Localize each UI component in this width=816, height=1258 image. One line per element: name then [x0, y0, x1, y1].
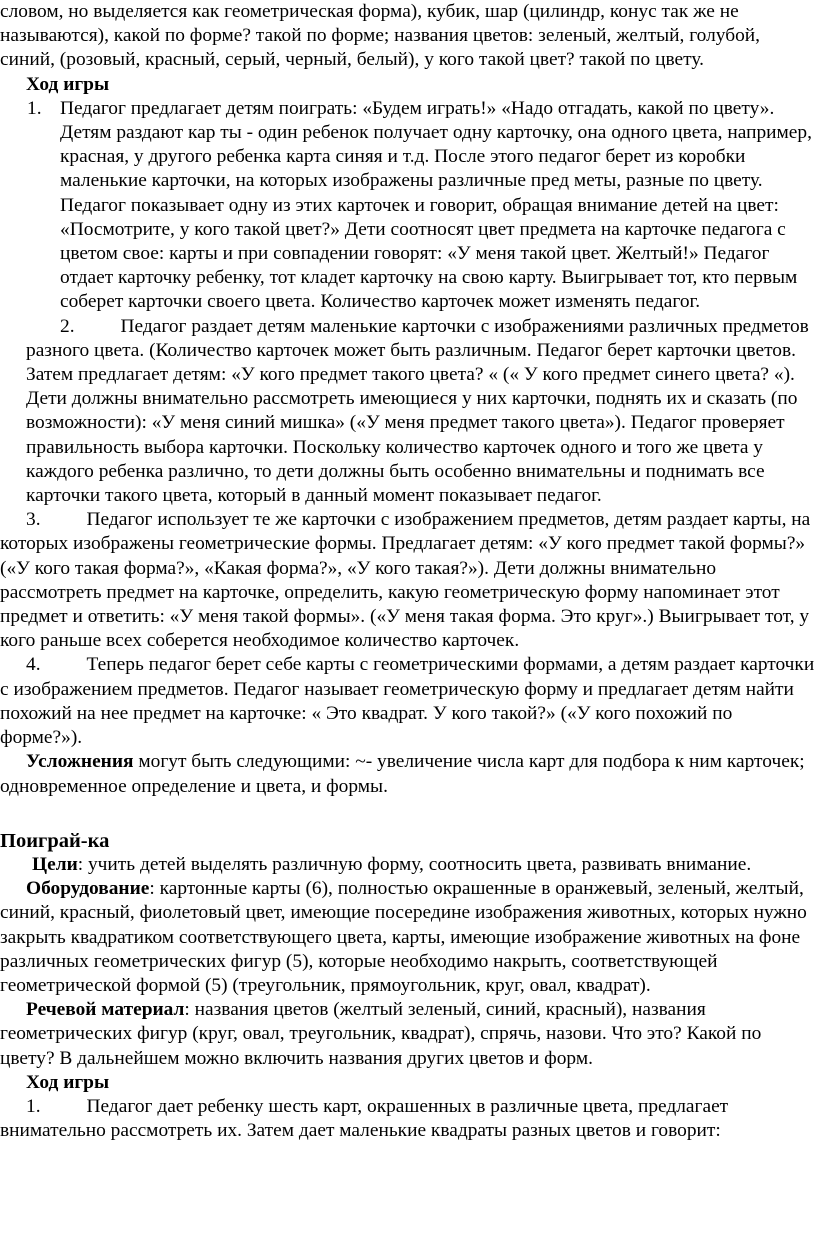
list-item-number: 3. — [26, 509, 41, 531]
section-heading-game2: Ход игры — [26, 1071, 110, 1093]
list-item — [0, 315, 816, 509]
goals-paragraph — [0, 853, 816, 877]
goals-text: : учить детей выделять различную форму, соотносить цвета, развивать внимание. — [77, 853, 752, 875]
list-item — [0, 508, 816, 653]
list-item-number: 2. — [60, 315, 75, 337]
equipment-text: : картонные карты (6), полностью окрашенные в оранжевый, зеленый, желтый, синий, красный, фиолетовый цвет, имеющие посередине изображения животных, которых нужно закрыть квадратиком соответствующего цвета, карты, имеющие изображение животных на фоне различных геометрических фигур (5), которые необходимо накрыть, соответствующей геометрической формой (5) (треугольник, прямоугольник, круг, овал, квадрат). — [0, 878, 807, 996]
equipment-paragraph — [0, 877, 816, 998]
game-title: Поиграй-ка — [0, 829, 110, 852]
list-item-text: Теперь педагог берет себе карты с геометрическими формами, а детям раздает карточки с изображением предметов. Педагог называет геометрическую форму и предлагает детям найти похожий на нее предмет на карточке: « Это квадрат. У кого такой?» («У кого похожий по форме?»). — [0, 654, 815, 749]
complication-label: Усложнения — [26, 751, 134, 773]
list-item-text: Педагог дает ребенку шесть карт, окрашенных в различные цвета, предлагает внимательно рассмотреть их. Затем дает маленькие квадраты разных цветов и говорит: — [0, 1095, 729, 1142]
list-item-text: Педагог использует те же карточки с изображением предметов, детям раздает карты, на которых изображены геометрические формы. Предлагает детям: «У кого предмет такой формы?» («У кого такая форма?», «Какая форма?», «У кого такая?»). Дети должны внимательно рассмотреть предмет на карточке, определить, какую геометрическую форму напоминает этот предмет и ответить: «У меня такой формы». («У меня такая форма. Это круг».) Выигрывает тот, у кого раньше всех соберется необходимое количество карточек. — [0, 509, 811, 652]
section-heading-game1: Ход игры — [26, 73, 110, 95]
list-item — [0, 97, 816, 315]
complication-paragraph — [0, 750, 816, 798]
goals-label: Цели — [32, 853, 78, 875]
list-item — [0, 1095, 816, 1143]
intro-paragraph: словом, но выделяется как геометрическая форма), кубик, шар (цилиндр, конус так же не называются), какой по форме? такой по форме; названия цветов: зеленый, желтый, голубой, синий, (розовый, красный, серый, черный, белый), у кого такой цвет? такой по цвету. — [0, 1, 761, 71]
equipment-label: Оборудование — [26, 878, 150, 900]
speech-paragraph — [0, 998, 816, 1071]
complication-text: могут быть следующими: ~- увеличение числа карт для подбора к ним карточек; одновременное определение и цвета, и формы. — [0, 751, 805, 797]
speech-label: Речевой материал — [26, 999, 185, 1021]
list-item-text: Педагог предлагает детям поиграть: «Будем играть!» «Надо отгадать, какой по цвету». Детям раздают кар ты - один ребенок получает одну карточку, она одного цвета, например, красная, у другого ребенка карта синяя и т.д. После этого педагог берет из коробки маленькие карточки, на которых изображены различные пред меты, разные по цвету. Педагог показывает одну из этих карточек и говорит, обращая внимание детей на цвет: «Посмотрите, у кого такой цвет?» Дети соотносят цвет предмета на карточке педагога с цветом свое: карты и при совпадении говорят: «У меня такой цвет. Желтый!» Педагог отдает карточку ребенку, тот кладет карточку на свою карту. Выигрывает тот, кто первым соберет карточки своего цвета. Количество карточек может изменять педагог. — [60, 97, 812, 313]
list-item-number: 1. — [27, 97, 42, 119]
list-item — [0, 653, 816, 750]
list-item-number: 1. — [26, 1095, 41, 1117]
list-item-text: Педагог раздает детям маленькие карточки с изображениями различных предметов разного цвета. (Количество карточек может быть различным. Педагог берет карточки цветов. Затем предлагает детям: «У кого предмет такого цвета? « (« У кого предмет синего цвета? «). Дети должны внимательно рассмотреть имеющиеся у них карточки, поднять их и сказать (по возможности): «У меня синий мишка» («У меня предмет такого цвета»). Педагог проверяет правильность выбора карточки. Поскольку количество карточек одного и того же цвета у каждого ребенка различно, то дети должны быть особенно внимательны и поднимать все карточки такого цвета, который в данный момент показывает педагог. — [26, 315, 809, 507]
speech-text: : названия цветов (желтый зеленый, синий, красный), названия геометрических фигур (круг, овал, треугольник, квадрат), спрячь, назови. Что это? Какой по цвету? В дальнейшем можно включить названия других цветов и форм. — [0, 999, 762, 1069]
list-item-number: 4. — [26, 654, 41, 676]
